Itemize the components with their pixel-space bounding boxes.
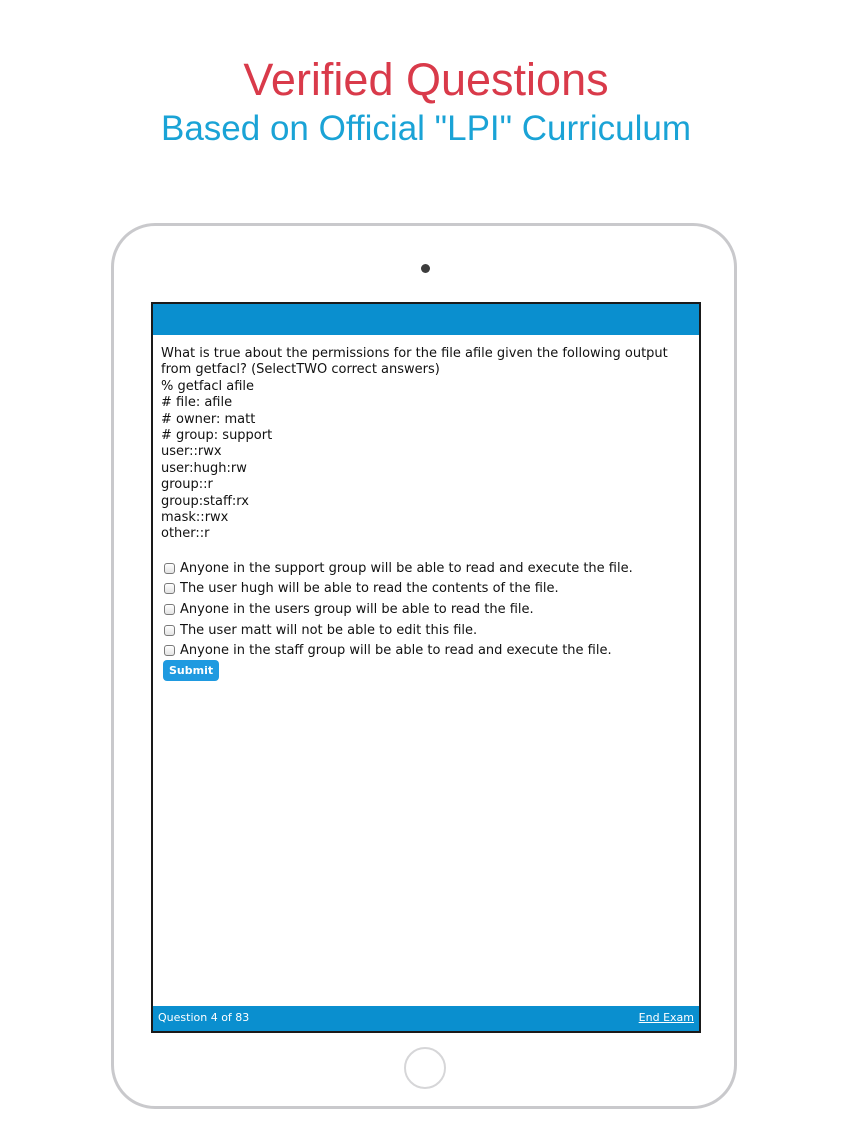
answer-label-4: The user matt will not be able to edit this file. — [180, 622, 478, 638]
answer-label-2: The user hugh will be able to read the contents of the file. — [180, 581, 559, 597]
footer-bar — [153, 1006, 699, 1031]
answer-option-3[interactable] — [164, 599, 694, 620]
answer-label-5: Anyone in the staff group will be able to read and execute the file. — [180, 643, 612, 659]
home-button[interactable] — [404, 1047, 446, 1089]
question-text — [161, 346, 691, 543]
question-line: other::r — [161, 526, 210, 542]
answer-option-4[interactable] — [164, 620, 694, 641]
header-bar — [153, 304, 699, 335]
answer-label-3: Anyone in the users group will be able to read the file. — [180, 601, 534, 617]
question-progress: Question 4 of 83 — [158, 1011, 250, 1024]
answer-option-1[interactable] — [164, 558, 694, 579]
question-line: # owner: matt — [161, 411, 256, 427]
question-line: from getfacl? (SelectTWO correct answers) — [161, 362, 440, 378]
question-line: # file: afile — [161, 395, 233, 411]
question-line: group::r — [161, 477, 213, 493]
exam-screen — [151, 302, 701, 1033]
answer-checkbox-1[interactable] — [164, 563, 175, 574]
question-line: # group: support — [161, 428, 273, 444]
end-exam-link[interactable]: End Exam — [638, 1011, 694, 1024]
question-line: % getfacl afile — [161, 378, 255, 394]
answer-checkbox-2[interactable] — [164, 583, 175, 594]
question-line: What is true about the permissions for the file afile given the following output — [161, 346, 668, 361]
camera-icon — [421, 264, 430, 273]
answer-checkbox-5[interactable] — [164, 645, 175, 656]
submit-button[interactable]: Submit — [163, 660, 219, 681]
promo-headline: Verified Questions — [243, 54, 609, 105]
question-line: user:hugh:rw — [161, 460, 247, 476]
question-line: group:staff:rx — [161, 493, 249, 509]
question-line: user::rwx — [161, 444, 222, 460]
answer-option-5[interactable] — [164, 640, 694, 661]
answer-label-1: Anyone in the support group will be able to read and execute the file. — [180, 560, 633, 576]
answer-option-2[interactable] — [164, 579, 694, 600]
answer-checkbox-3[interactable] — [164, 604, 175, 615]
question-line: mask::rwx — [161, 510, 229, 526]
promo-subheadline: Based on Official "LPI" Curriculum — [161, 109, 691, 148]
answer-list — [164, 558, 694, 661]
answer-checkbox-4[interactable] — [164, 625, 175, 636]
